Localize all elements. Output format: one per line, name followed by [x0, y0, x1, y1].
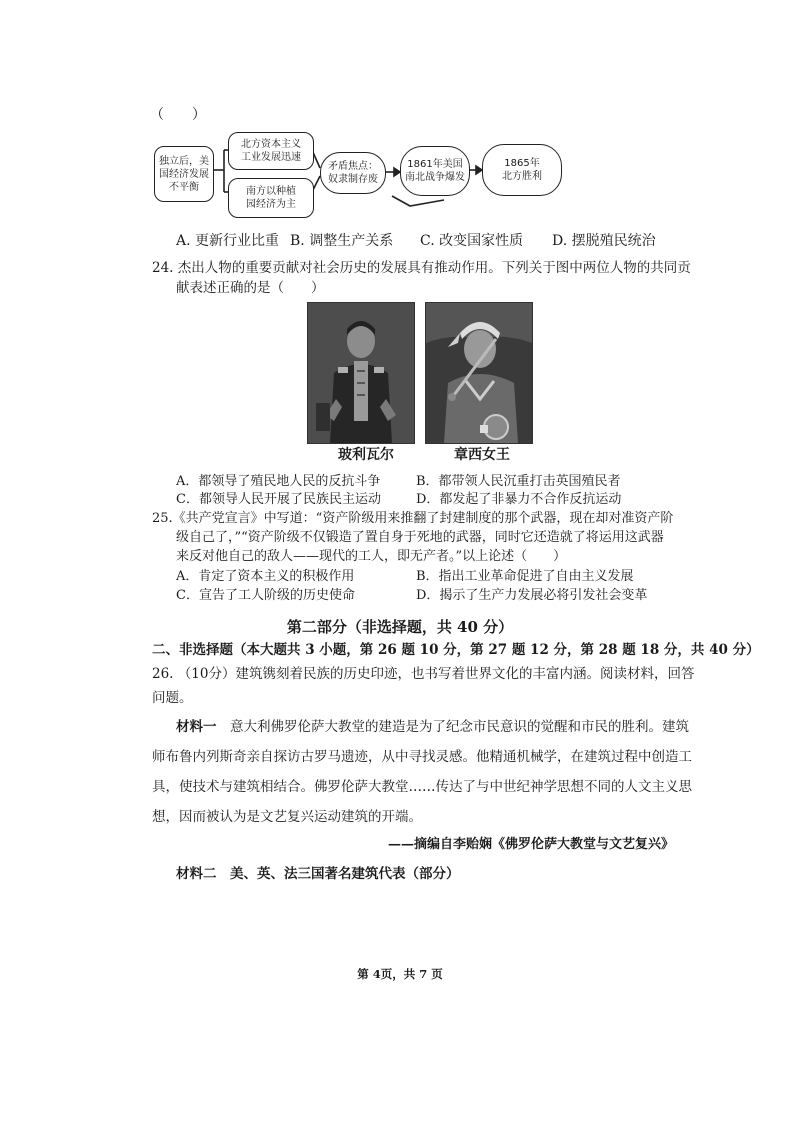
- q25-option-b[interactable]: B．指出工业革命促进了自由主义发展: [416, 569, 634, 584]
- q23-answer-bracket: （ ）: [150, 107, 206, 123]
- flow-box-north-victory: 1865年 北方胜利: [482, 144, 562, 196]
- q24-option-d[interactable]: D．都发起了非暴力不合作反抗运动: [416, 492, 622, 507]
- photo-rani-caption: 章西女王: [454, 447, 510, 463]
- q26-material2-title: 材料二 美、英、法三国著名建筑代表（部分）: [176, 866, 460, 882]
- photo-bolivar-caption: 玻利瓦尔: [338, 447, 394, 463]
- q26-material1-line4: 想，因而被认为是文艺复兴运动建筑的开端。: [152, 809, 422, 825]
- part2-section-header: 二、非选择题（本大题共 3 小题，第 26 题 10 分，第 27 题 12 分，第 28 题 18 分，共 40 分）: [152, 642, 760, 658]
- flow-box-economic-imbalance: 独立后，美 国经济发展 不平衡: [154, 146, 214, 202]
- q23-option-c[interactable]: C. 改变国家性质: [420, 233, 524, 249]
- q25-stem-line3: 来反对他自己的敌人——现代的工人，即无产者。”以上论述（ ）: [176, 549, 567, 564]
- q23-option-b[interactable]: B. 调整生产关系: [290, 233, 394, 249]
- q26-material1-line1: 材料一 意大利佛罗伦萨大教堂的建造是为了纪念市民意识的觉醒和市民的胜利。建筑: [176, 719, 689, 735]
- q26-stem-line2: 问题。: [152, 690, 193, 706]
- q26-material1-line3: 具，使技术与建筑相结合。佛罗伦萨大教堂……传达了与中世纪神学思想不同的人文主义思: [152, 779, 692, 795]
- q26-material1-source: ——摘编自李贻娴《佛罗伦萨大教堂与文艺复兴》: [388, 837, 675, 852]
- q26-material1-label: 材料一: [176, 719, 217, 735]
- q23-option-d[interactable]: D. 摆脱殖民统治: [552, 233, 656, 249]
- q24-stem-line1: 24. 杰出人物的重要贡献对社会历史的发展具有推动作用。下列关于图中两位人物的共同贡: [152, 260, 691, 276]
- q25-stem-line1: 25.《共产党宣言》中写道：“资产阶级用来推翻了封建制度的那个武器，现在却对准资产阶: [152, 511, 674, 526]
- flow-box-slavery-conflict: 矛盾焦点： 奴隶制存废: [320, 152, 386, 194]
- flow-box-north-capitalism: 北方资本主义 工业发展迅速: [228, 132, 314, 170]
- photo-rani-of-jhansi: [425, 302, 533, 444]
- q26-material1-line2: 师布鲁内列斯奇亲自探访古罗马遗迹，从中寻找灵感。他精通机械学，在建筑过程中创造工: [152, 749, 692, 765]
- q26-stem-line1: 26. （10分）建筑镌刻着民族的历史印迹，也书写着世界文化的丰富内涵。阅读材料，回答: [152, 666, 695, 682]
- flow-connector-lines: [0, 0, 800, 260]
- q24-option-a[interactable]: A．都领导了殖民地人民的反抗斗争: [176, 474, 381, 489]
- q24-stem-line2: 献表述正确的是（ ）: [176, 280, 325, 296]
- flow-box-civil-war: 1861年美国 南北战争爆发: [400, 146, 470, 196]
- flow-box-south-plantation: 南方以种植 园经济为主: [228, 178, 314, 218]
- photo-bolivar: [307, 302, 415, 444]
- page-footer: 第 4页，共 7 页: [357, 967, 443, 981]
- q23-option-a[interactable]: A. 更新行业比重: [176, 233, 280, 249]
- q25-option-a[interactable]: A．肯定了资本主义的积极作用: [176, 569, 355, 584]
- q25-option-c[interactable]: C．宣告了工人阶级的历史使命: [176, 588, 355, 603]
- part2-title: 第二部分（非选择题，共 40 分）: [286, 618, 514, 636]
- q24-option-c[interactable]: C．都领导人民开展了民族民主运动: [176, 492, 381, 507]
- q24-option-b[interactable]: B．都带领人民沉重打击英国殖民者: [416, 474, 621, 489]
- q25-stem-line2: 级自己了，”“资产阶级不仅锻造了置自身于死地的武器，同时它还造就了将运用这武器: [176, 530, 664, 545]
- q25-option-d[interactable]: D．揭示了生产力发展必将引发社会变革: [416, 588, 648, 603]
